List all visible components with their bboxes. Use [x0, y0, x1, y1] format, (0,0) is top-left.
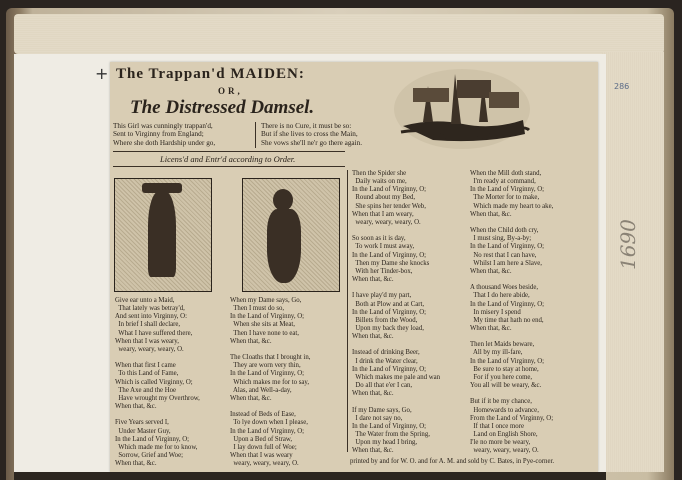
- verse-column-1: Give ear unto a Maid, That lately was betray'd, And sent into Virginny, O: In brief I shall declare, What I have suffered there, When that I was weary, weary, weary, weary, O. When that first I came To this Land of Fame, Which is called Virginny, O; The Axe and the Hoe Have wrought my Overthrow, When that, &c. Five Years served I, Under Master Guy, In the Land of Virginny, O; Which made me for to know, Sorrow, Grief and Woe; When that, &c.: [115, 297, 200, 468]
- plus-mark: +: [95, 64, 109, 83]
- verse-column-4: When the Mill doth stand, I'm ready at command, In the Land of Virginny, O; The Morter for to make, Which made my heart to ake, When that, &c. When the Child doth cry, I must sing, By-a-by; In the Land of Virginny, O; No rest that I can have, Whilst I am here a Slave, When that, &c. A thousand Woes beside, That I do here abide, In the Land of Virginny, O; In misery I spend My time that hath no end, When that, &c. Then let Maids beware, All by my ill-fare, In the Land of Virginny, O; Be sure to stay at home, For if you here come, You all will be weary, &c. But if it be my chance, Homewards to advance, From the Land of Virginny, O; If that I once more Land on English Shore, I'le no more be weary, weary, weary, weary, O.: [470, 170, 554, 455]
- woodcut-woman: [242, 178, 340, 292]
- man-hat: [142, 183, 182, 193]
- page-number: 286: [614, 82, 630, 91]
- woman-head: [273, 189, 293, 211]
- ballad-title-line1: The Trappan'd MAIDEN:: [116, 66, 305, 82]
- ballad-title-line2: The Distressed Damsel.: [130, 97, 315, 118]
- page-edges-top: [14, 14, 664, 54]
- imprint-line: printed by and for W. O. and for A. M. and sold by C. Bates, in Pye-corner.: [350, 458, 555, 465]
- rule-below-license: [113, 166, 345, 167]
- man-figure: [148, 191, 176, 277]
- verse-column-2: When my Dame says, Go, Then I must do so, In the Land of Virginny, O; When she sits at Meat, Then I have none to eat, When that, &c. The Cloaths that I brought in, They are worn very thin, In the Land of Virginny, O; Which makes me for to say, Alas, and Well-a-day, When that, &c. Instead of Beds of Ease, To lye down when I please, In the Land of Virginny, O; Upon a Bed of Straw, I lay down full of Woe; When that I was weary weary, weary, weary, O.: [230, 297, 311, 468]
- subtitle-left: This Girl was cunningly trappan'd, Sent to Virginny from England; Where she doth Hardship under go,: [113, 122, 216, 147]
- pencil-folio-note: 1690: [616, 219, 640, 270]
- rule-above-license: [113, 151, 345, 152]
- woodcut-man: [114, 178, 212, 292]
- subtitle-right: There is no Cure, it must be so: But if she lives to cross the Main, She vows she'll ne'r go there again.: [261, 122, 362, 147]
- next-page-strip: [14, 472, 606, 480]
- ship-woodcut: [393, 68, 531, 150]
- ballad-title-or: OR,: [218, 86, 243, 96]
- subtitle-divider: [255, 122, 256, 148]
- verse-column-3: Then the Spider she Daily waits on me, In the Land of Virginny, O; Round about my Bed, She spins her tender Web, When that I am weary, weary, weary, weary, O. So soon as it is day, To work I must away, In the Land of Virginny, O; Then my Dame she knocks With her Tinder-box, When that, &c. I have play'd my part, Both at Plow and at Cart, In the Land of Virginny, O; Billets from the Wood, Upon my back they load, When that, &c. Instead of drinking Beer, I drink the Water clear, In the Land of Virginny, O; Which makes me pale and wan Do all that e'er I can, When that, &c. If my Dame says, Go, I dare not say no, In the Land of Virginny, O; The Water from the Spring, Upon my head I bring, When that, &c.: [352, 170, 441, 455]
- woman-gown: [267, 209, 301, 283]
- license-line: Licens'd and Entr'd according to Order.: [160, 154, 296, 164]
- column-rule: [347, 170, 348, 452]
